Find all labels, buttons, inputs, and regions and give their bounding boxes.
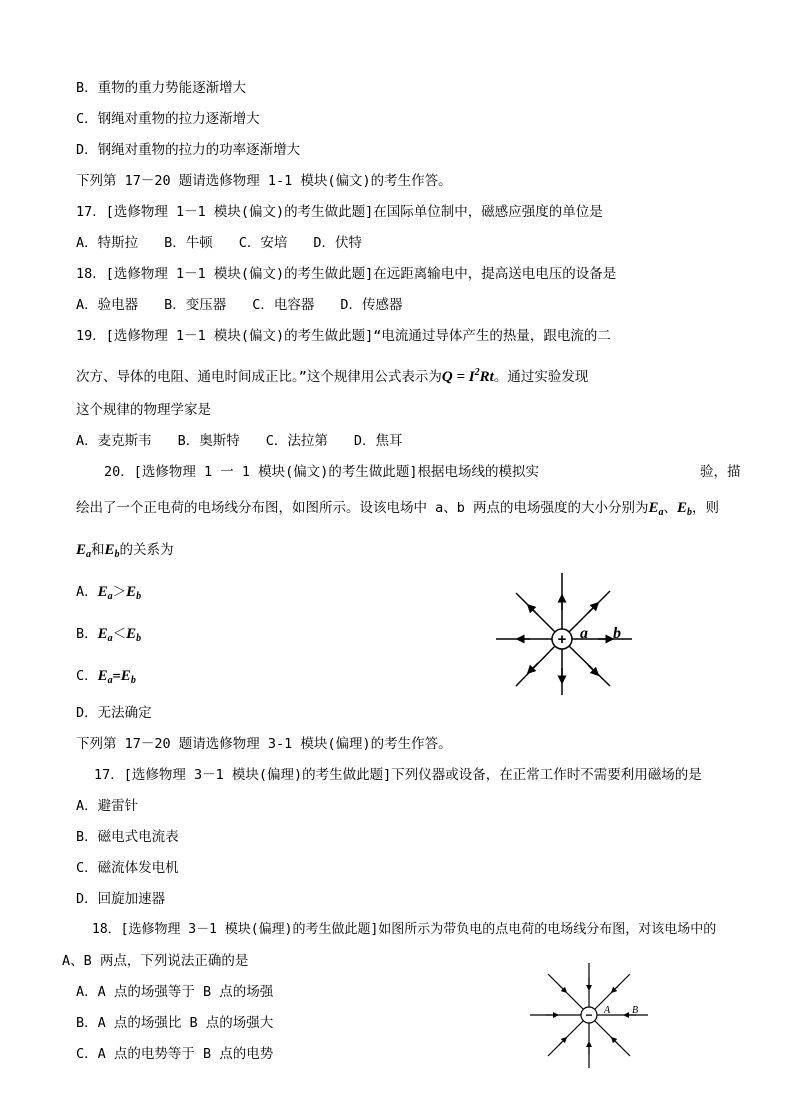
question-18b-option-b: B．A 点的场强比 B 点的场强大 [76,1015,274,1031]
symbol-eb: $E_b$ [104,542,120,560]
point-b-label: b [613,625,621,642]
question-19-stem-line1: 19．[选修物理 1－1 模块(偏文)的考生做此题]“电流通过导体产生的热量，跟电流的二 [76,328,611,344]
negative-charge-field-diagram [528,960,653,1072]
question-17-stem: 17．[选修物理 1－1 模块(偏文)的考生做此题]在国际单位制中，磁感应强度的单位是 [76,204,603,220]
point-A-label: A [604,1005,611,1016]
question-20-option-b: B．$E_a<E_b$ [76,626,142,644]
symbol-ea: $E_a$ [648,500,664,518]
question-19-text-pre: 次方、导体的电阻、通电时间成正比。”这个规律用公式表示为 [76,369,442,385]
question-20-stem-line1-left: 20．[选修物理 1 一 1 模块(偏文)的考生做此题]根据电场线的模拟实 [104,464,540,480]
positive-sign: + [557,631,567,648]
formula-q: Q [441,369,453,385]
question-18-option-a: A．验电器 [76,297,139,313]
question-20-sep: 、 [663,500,678,516]
question-20-stem-line3 [76,541,174,564]
question-17b-option-a: A．避雷针 [76,798,139,814]
formula-i: I [468,369,475,385]
question-17-option-c: C．安培 [238,235,288,251]
question-17b-option-d: D．回旋加速器 [76,891,166,907]
question-18-option-b: B．变压器 [164,297,227,313]
question-17b-option-b: B．磁电式电流表 [76,829,179,845]
question-18b-stem-line2: A、B 两点，下列说法正确的是 [62,953,249,969]
question-19-option-d: D．焦耳 [353,433,403,449]
question-17-option-b: B．牛顿 [164,235,213,251]
question-18b-option-c: C．A 点的电势等于 B 点的电势 [76,1046,274,1062]
question-20-stem-line2 [76,499,719,522]
question-17-options [76,234,388,252]
question-18b-stem-line1: 18．[选修物理 3－1 模块(偏理)的考生做此题]如图所示为带负电的点电荷的电场线分布图，对该电场中的 [92,922,717,937]
question-18-stem: 18．[选修物理 1－1 模块(偏文)的考生做此题]在远距离输电中，提高送电电压的设备是 [76,266,617,282]
point-B-label: B [632,1005,639,1016]
question-18-option-d: D．传感器 [340,297,403,313]
question-19-option-c: C．法拉第 [265,433,328,449]
question-19-stem-line2 [76,364,588,386]
question-17-option-d: D．伏特 [313,235,363,251]
question-18-option-c: C．电容器 [252,297,315,313]
question-20-text-pre: 绘出了一个正电荷的电场线分布图，如图所示。设该电场中 a、b 两点的电场强度的大小分别为 [76,500,649,516]
question-20-text-post: ，则 [692,500,720,516]
question-20-text-end: 的关系为 [119,542,174,558]
option-b-text: B．重物的重力势能逐渐增大 [76,80,247,96]
question-19-stem-line3: 这个规律的物理学家是 [76,402,211,418]
question-17b-stem: 17．[选修物理 3－1 模块(偏理)的考生做此题]下列仪器或设备，在正常工作时不需要利用磁场的是 [94,767,702,783]
question-18-options [76,296,429,314]
formula-exponent: 2 [474,367,480,378]
question-17b-option-c: C．磁流体发电机 [76,860,179,876]
question-20-option-d: D．无法确定 [76,705,152,721]
section-header-3-1: 下列第 17－20 题请选修物理 3-1 模块(偏理)的考生作答。 [76,736,452,752]
section-header-1-1: 下列第 17－20 题请选修物理 1-1 模块(偏文)的考生作答。 [76,173,452,189]
question-20-option-c: C．$E_a=E_b$ [76,668,136,686]
formula-equals: = [452,369,469,385]
question-19-option-a: A．麦克斯韦 [76,433,152,449]
point-a-label: a [580,625,588,642]
question-19-options [76,432,429,450]
symbol-eb: $E_b$ [677,500,693,518]
option-d-text: D．钢绳对重物的拉力的功率逐渐增大 [76,142,301,158]
question-18b-option-a: A．A 点的场强等于 B 点的场强 [76,984,274,1000]
positive-charge-field-diagram [490,570,640,700]
question-20-option-a: A．$E_a>E_b$ [76,584,142,602]
option-c-text: C．钢绳对重物的拉力逐渐增大 [76,111,260,127]
formula-rt: Rt [479,369,494,385]
question-17-option-a: A．特斯拉 [76,235,139,251]
question-20-stem-line1-right: 验，描 [700,464,741,480]
symbol-ea: $E_a$ [76,542,92,560]
question-19-text-post: 。通过实验发现 [493,369,589,385]
negative-sign: − [585,1008,593,1022]
question-20-and: 和 [91,542,105,558]
question-19-option-b: B．奥斯特 [177,433,240,449]
